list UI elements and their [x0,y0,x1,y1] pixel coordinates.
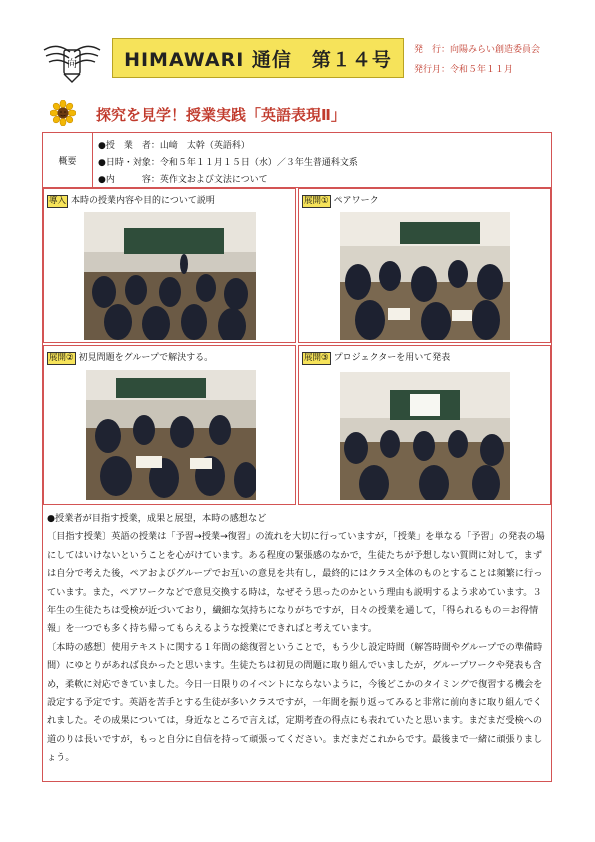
school-crest-icon [40,36,104,88]
body-paragraph-impressions: 〔本時の感想〕使用テキストに関する１年間の総復習ということで，もう少し設定時間（解答時間やグループでの準備時間）にゆとりがあれば良かったと思います。生徒たちは初見の問題に取り組んでいましたが，グループワークや発表も含め，柔軟に対応できていました。今日一日限りのイベントにならないように，今後どこかのタイミングで復習する機会を設定する予定です。英語を苦手とする生徒が多いクラスですが，一年間を振り返ってみると非常に前向きに取り組んでくれました。その成果については，身近なところで言えば，定期考査の得点にも表れていたと思います。まだまだ受検への道のりは長いですが，もっと自分に自信を持って頑張ってください。まだまだこれからです。最後まで一緒に頑張りましょう。 [47,641,543,764]
overview-content: ●内 容：英作文および文法について [98,175,268,185]
panel-caption-text: ペアワーク [333,196,379,206]
overview-teacher: ●授 業 者：山﨑 太幹（英語科） [98,141,250,151]
body-paragraph-goals: 〔目指す授業〕英語の授業は「予習→授業→復習」の流れを大切に行っていますが，「授業」を単なる「予習」の発表の場にしてはいけないということを心がけています。ある程度の緊張感のなかで，生徒たちが予想しない質問に対して，まずは自分で考えた後，ペアおよびグループでお互いの意見を共有し，最終的にはクラス全体のものとすることは頻繁に行っています。また，ペアワークなどで意見交換する時は，なぜそう思ったのかという理由も説明するよう求めています。３年生の生徒たちは受検が近づいており，繊細な気持ちになりがちですが，日々の授業を通して，「得られるもの＝お得情報」を一つでも多く持ち帰ってもらえるような授業にできればと考えています。 [47,531,545,635]
panel-caption-text: 本時の授業内容や目的について説明 [71,196,215,206]
issue-date-line: 発行月：令和５年１１月 [414,65,514,75]
classroom-photo-groupwork [86,370,256,500]
newsletter-title: HIMAWARI 通信 第１４号 [124,48,392,71]
newsletter-title-box [112,38,404,78]
panel-caption-text: 初見問題をグループで解決する。 [78,353,214,363]
publisher-line: 発 行：向陽みらい創造委員会 [414,45,541,55]
panel-tag-development-2: 展開② [49,353,74,363]
classroom-photo-projector [340,372,510,500]
sunflower-icon [50,100,76,126]
panel-tag-intro: 導入 [49,196,67,206]
panel-caption-development-3 [302,350,450,365]
classroom-photo-pairwork [340,212,510,340]
panel-tag-development-3: 展開③ [304,353,329,363]
panel-caption-development-1 [302,193,379,208]
body-heading: ●授業者が目指す授業，成果と展望，本時の感想など [47,513,267,524]
panel-caption-development-2 [47,350,213,365]
panel-caption-intro [47,193,215,208]
overview-label: 概要 [43,133,93,187]
classroom-photo-intro [84,212,256,340]
panel-tag-development-1: 展開① [304,196,329,206]
article-body [47,510,549,768]
svg-text:向: 向 [67,59,77,70]
article-headline: 探究を見学！授業実践「英語表現Ⅱ」 [96,106,346,124]
panel-caption-text: プロジェクターを用いて発表 [333,353,451,363]
overview-datetime: ●日時・対象：令和５年１１月１５日（水）／３年生普通科文系 [98,158,358,168]
